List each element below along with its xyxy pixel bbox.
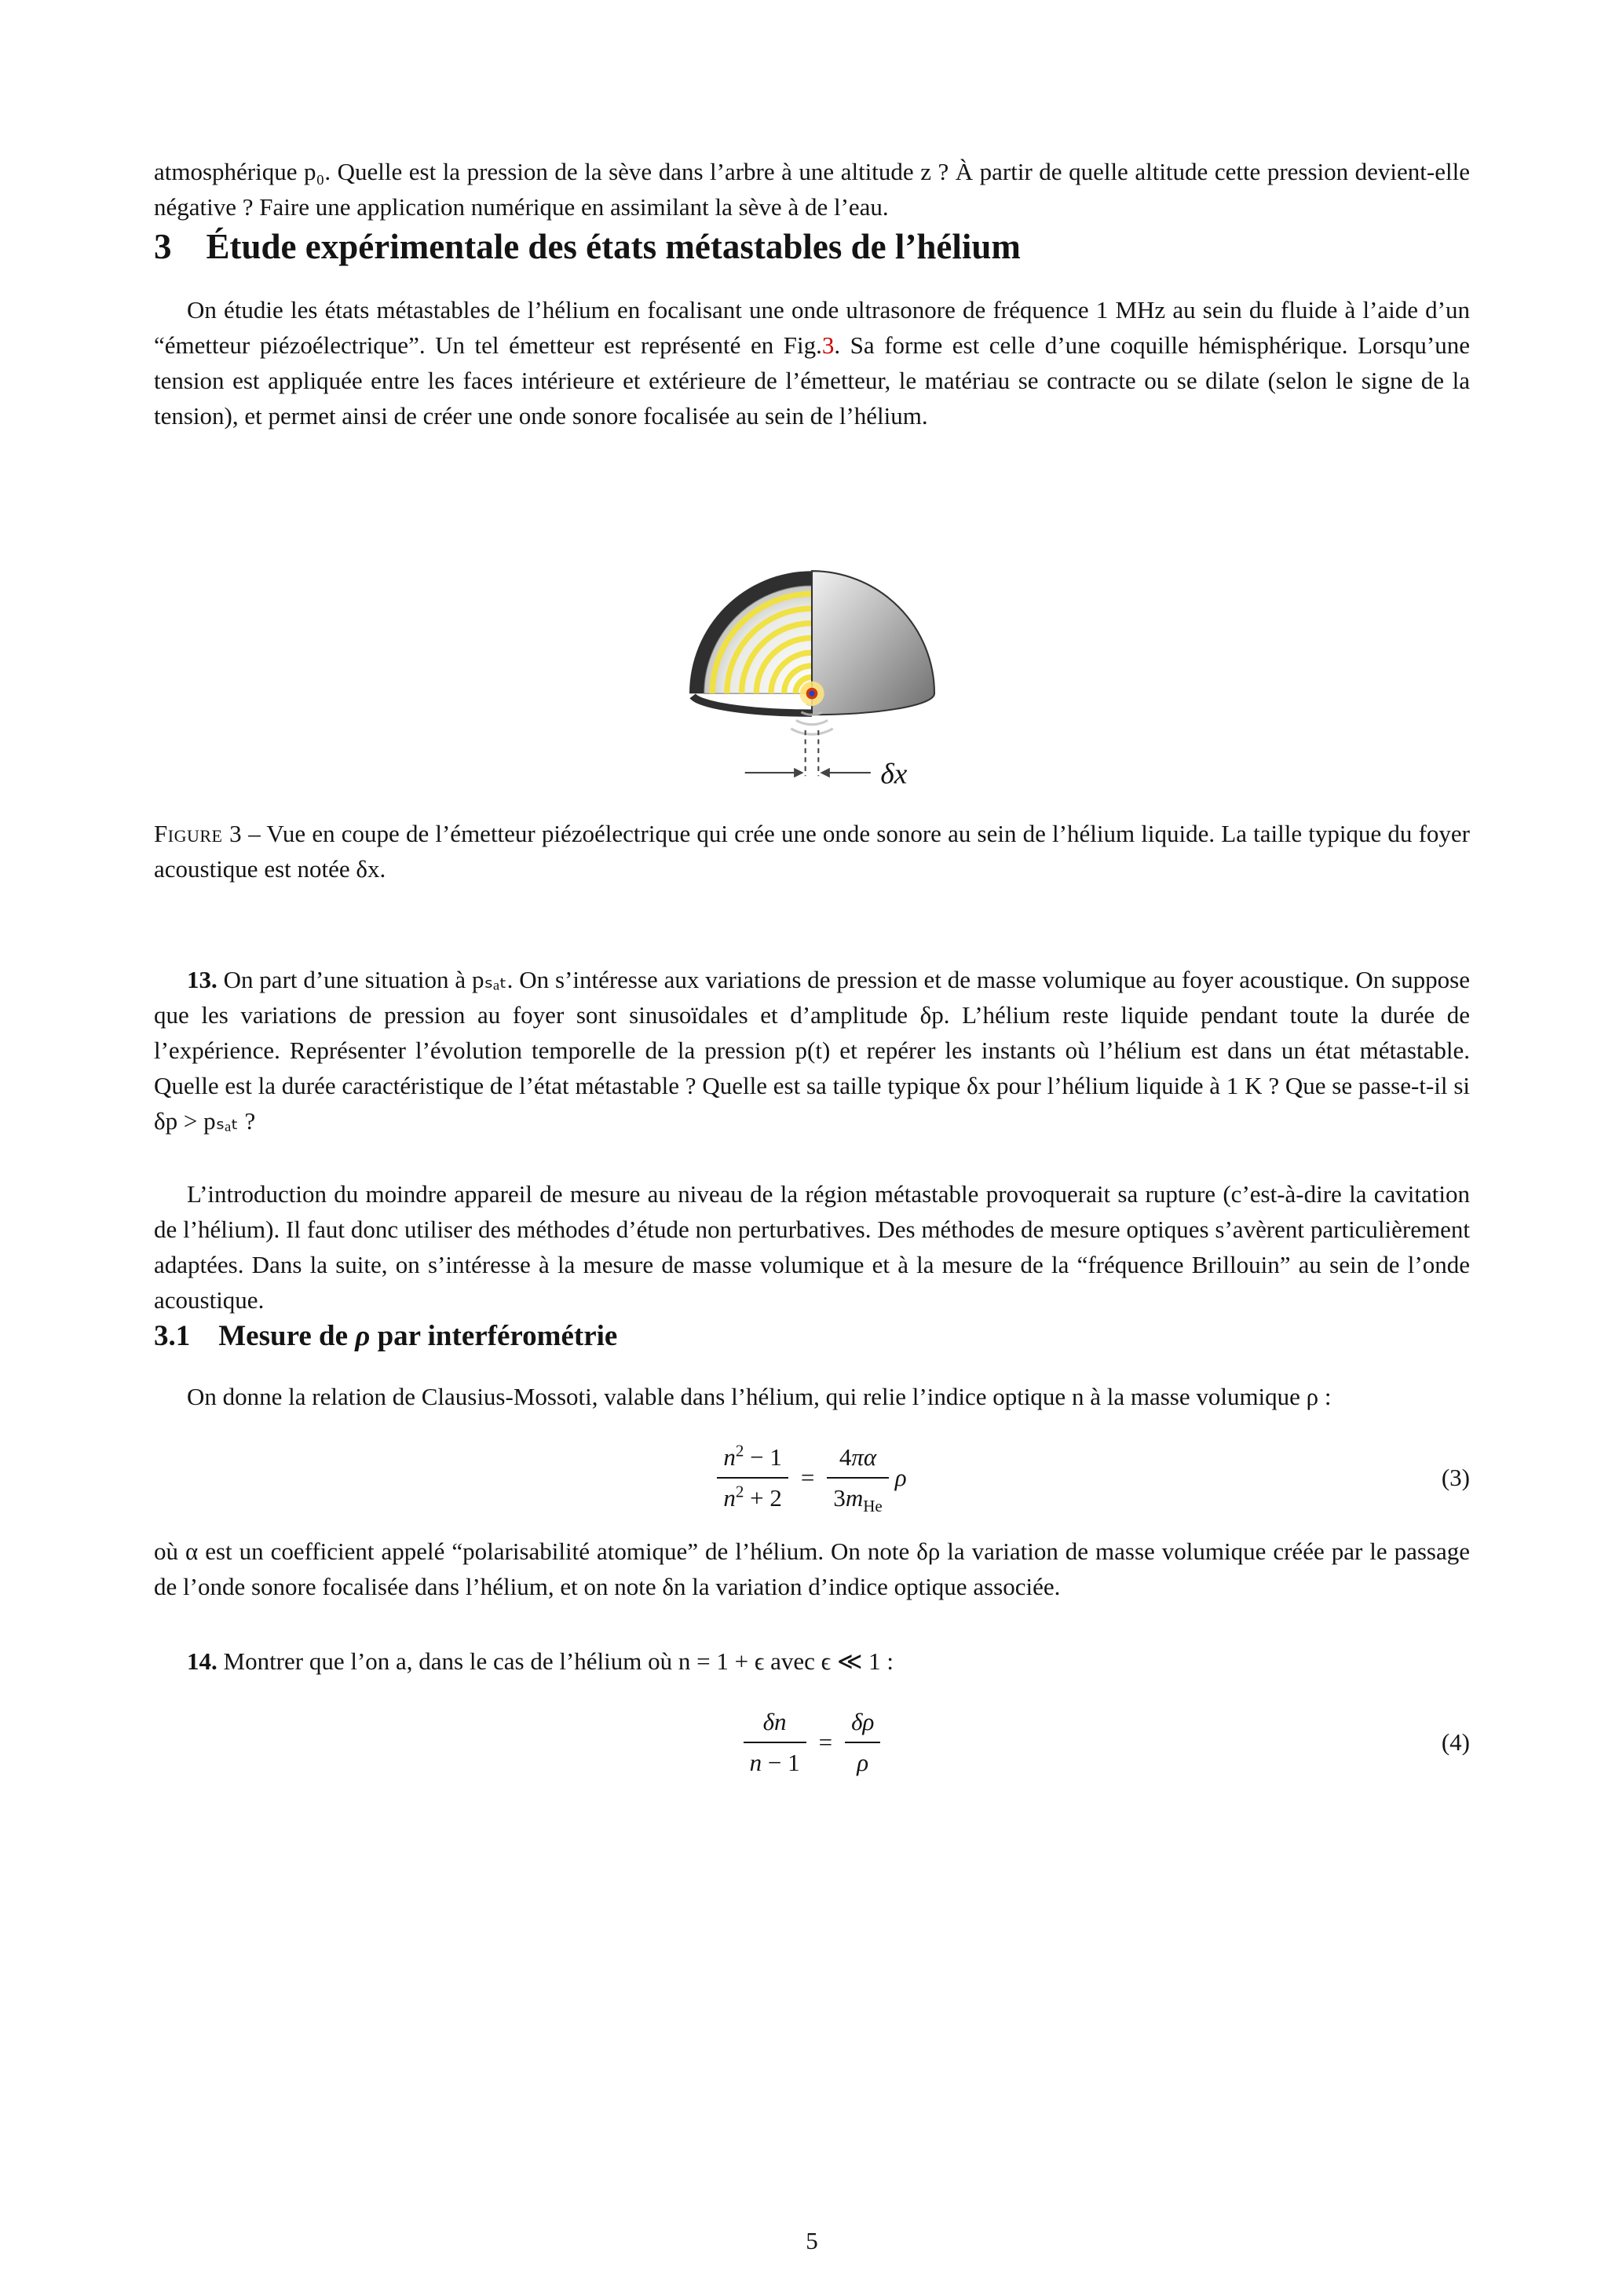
figure-3-caption	[154, 816, 1470, 887]
math-var: n	[749, 1749, 762, 1776]
paragraph-methods: L’introduction du moindre appareil de mesure au niveau de la région métastable provoquerait sa rupture (c’est-à-dire la cavitation de l’hélium). Il faut donc utiliser des méthodes d’étude non perturbatives. Des méthodes de mesure optiques s’avèrent particulièrement adaptées. Dans la suite, on s’intéresse à la mesure de masse volumique et à la mesure de la “fréquence Brillouin” au sein de l’onde acoustique.	[154, 1180, 1470, 1314]
paragraph-alpha: où α est un coefficient appelé “polarisabilité atomique” de l’hélium. On note δρ la variation de masse volumique créée par le passage de l’onde sonore focalisée dans l’hélium, et on note δn la variation d’indice optique associée.	[154, 1537, 1470, 1600]
question-13-number: 13.	[187, 966, 217, 993]
delta-x-label: δx	[880, 758, 908, 791]
math-var: δρ	[851, 1708, 875, 1735]
equals-sign: =	[800, 1464, 815, 1491]
emitter-rim-edge	[693, 696, 812, 713]
arrow-left-icon	[820, 768, 829, 777]
math-var: n	[723, 1443, 736, 1471]
paragraph-clausius: On donne la relation de Clausius-Mossoti, valable dans l’hélium, qui relie l’indice optique n à la masse volumique ρ :	[187, 1383, 1332, 1410]
equation-3-number: (3)	[1441, 1464, 1470, 1491]
equation-4-lhs-fraction	[744, 1706, 806, 1779]
math-subscript: He	[863, 1497, 883, 1516]
equation-4	[154, 1699, 1470, 1786]
math-coefficient: 4	[839, 1443, 852, 1471]
figure-3-image	[608, 485, 1016, 816]
question-14-number: 14.	[187, 1647, 217, 1675]
math-var: n	[723, 1484, 736, 1512]
math-text: − 1	[744, 1443, 782, 1471]
paragraph-text: . Sa forme est celle d’une coquille hémisphérique. Lorsqu’une tension est appliquée entre les faces intérieure et extérieure de l’émetteur, le matériau se contracte ou se dilate (selon le signe de la tension), et permet ainsi de créer une onde sonore focalisée au sein de l’hélium.	[154, 331, 1471, 430]
delta-x-annotation	[745, 730, 871, 776]
page-number: 5	[806, 2227, 818, 2254]
math-var: πα	[851, 1443, 877, 1471]
math-text: + 2	[744, 1484, 782, 1512]
math-text: − 1	[762, 1749, 800, 1776]
equals-sign: =	[818, 1728, 833, 1756]
equation-3-rhs-fraction	[827, 1442, 888, 1514]
focus-point	[799, 682, 824, 706]
math-var: m	[845, 1484, 864, 1512]
section-3-1-heading	[154, 1318, 1470, 1355]
rho-symbol: ρ	[355, 1320, 371, 1352]
equation-4-rhs-fraction	[845, 1706, 880, 1779]
piezo-emitter-figure	[608, 485, 1016, 812]
math-coefficient: 3	[833, 1484, 846, 1512]
subsection-title-text: Mesure de	[218, 1320, 356, 1352]
section-number: 3	[154, 227, 172, 266]
section-title: Étude expérimentale des états métastables de l’hélium	[206, 227, 1021, 266]
equation-4-number: (4)	[1441, 1728, 1470, 1756]
arrow-right-icon	[794, 768, 803, 777]
math-exponent: 2	[735, 1441, 744, 1461]
math-var: ρ	[857, 1749, 869, 1776]
subsection-title-text: par interférométrie	[370, 1320, 618, 1352]
rho-factor: ρ	[894, 1464, 907, 1491]
paragraph-emitter	[154, 292, 1470, 433]
question-13-text: On part d’une situation à pₛₐₜ. On s’intéresse aux variations de pression et de masse volumique au foyer acoustique. On suppose que les variations de pression au foyer sont sinusoïdales et d’amplitude δp. L’hélium reste liquide pendant toute la durée de l’expérience. Représenter l’évolution temporelle de la pression p(t) et repérer les instants où l’hélium est dans un état métastable. Quelle est la durée caractéristique de l’état métastable ? Quelle est sa taille typique δx pour l’hélium liquide à 1 K ? Que se passe-t-il si δp > pₛₐₜ ?	[154, 966, 1470, 1135]
figure-3-reference-link[interactable]: 3	[821, 331, 835, 359]
section-3-heading	[154, 225, 1470, 269]
figure-caption-label: Figure 3	[154, 820, 243, 847]
document-page	[154, 0, 1470, 2296]
question-14	[154, 1643, 1470, 1679]
equation-3-lhs-fraction	[717, 1442, 788, 1514]
math-var: δn	[762, 1708, 787, 1735]
emitter-shell-outer	[812, 571, 934, 715]
math-exponent: 2	[735, 1482, 744, 1501]
subsection-title	[218, 1320, 617, 1352]
question-14-text: Montrer que l’on a, dans le cas de l’hélium où n = 1 + ϵ avec ϵ ≪ 1 :	[217, 1647, 894, 1675]
paragraph-intro: atmosphérique p₀. Quelle est la pression de la sève dans l’arbre à une altitude z ? À partir de quelle altitude cette pression devient-elle négative ? Faire une application numérique en assimilant la sève à de l’eau.	[154, 158, 1470, 221]
subsection-number: 3.1	[154, 1320, 191, 1352]
equation-3	[154, 1435, 1470, 1521]
figure-caption-text: – Vue en coupe de l’émetteur piézoélectrique qui crée une onde sonore au sein de l’hélium liquide. La taille typique du foyer acoustique est notée δx.	[154, 820, 1470, 883]
paragraph-text: On étudie les états métastables de l’hélium en focalisant une onde ultrasonore de fréquence 1 MHz au sein du fluide à l’aide d’un “émetteur piézoélectrique”. Un tel émetteur est représenté en Fig.	[154, 296, 1470, 359]
question-13	[154, 962, 1470, 1139]
